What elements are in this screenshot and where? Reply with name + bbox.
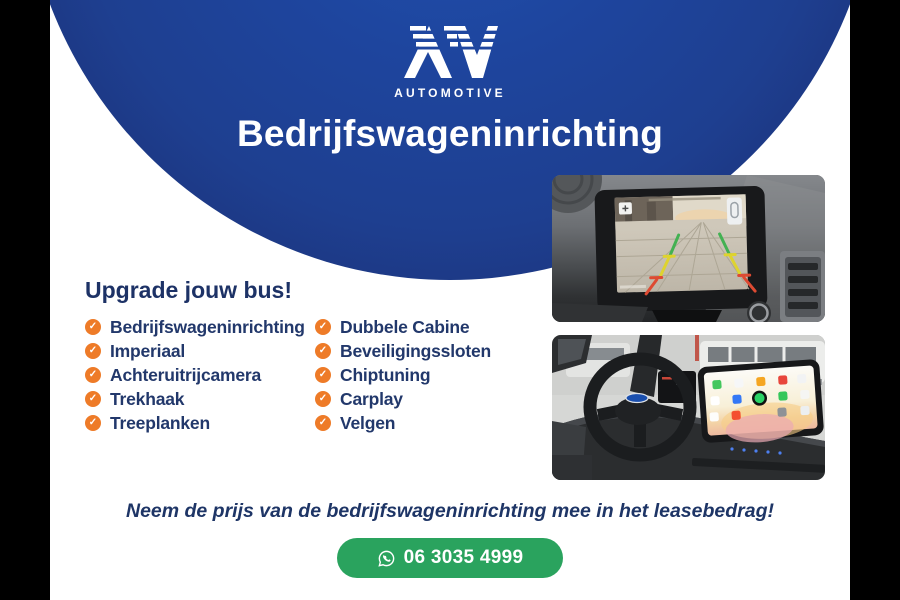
list-item — [85, 339, 315, 363]
check-icon: ✓ — [315, 367, 331, 383]
list-item — [85, 411, 315, 435]
list-item — [85, 387, 315, 411]
check-icon: ✓ — [315, 319, 331, 335]
brand-logo — [50, 26, 850, 100]
list-item-label: Dubbele Cabine — [340, 316, 470, 337]
check-icon: ✓ — [315, 391, 331, 407]
upgrade-list — [85, 315, 491, 435]
upgrade-list-column-1 — [85, 315, 315, 435]
list-item-label: Trekhaak — [110, 388, 185, 409]
check-icon: ✓ — [85, 391, 101, 407]
list-item — [315, 387, 491, 411]
page-title: Bedrijfswageninrichting — [236, 113, 664, 154]
list-item-label: Beveiligingssloten — [340, 340, 492, 361]
carplay-screen — [697, 359, 824, 446]
list-item — [85, 315, 315, 339]
camera-display — [594, 186, 767, 312]
list-item — [315, 315, 491, 339]
check-icon: ✓ — [315, 343, 331, 359]
flyer-content — [50, 0, 850, 600]
upgrade-list-column-2 — [315, 315, 491, 435]
check-icon: ✓ — [85, 343, 101, 359]
whatsapp-button[interactable] — [337, 538, 563, 578]
list-item — [315, 339, 491, 363]
list-item-label: Chiptuning — [340, 364, 431, 385]
upgrade-heading: Upgrade jouw bus! — [85, 277, 292, 303]
check-icon: ✓ — [85, 319, 101, 335]
list-item — [315, 411, 491, 435]
check-icon: ✓ — [85, 367, 101, 383]
whatsapp-icon — [377, 549, 396, 568]
list-item-label: Carplay — [340, 388, 403, 409]
list-item-label: Imperiaal — [110, 340, 186, 361]
list-item-label: Velgen — [340, 412, 396, 433]
phone-number: 06 3035 4999 — [403, 547, 524, 568]
parking-sensor-icon — [727, 197, 743, 224]
tagline: Neem de prijs van de bedrijfswageninrichting mee in het leasebedrag! — [125, 500, 774, 522]
brand-subtitle: AUTOMOTIVE — [394, 86, 506, 100]
check-icon: ✓ — [85, 415, 101, 431]
list-item-label: Achteruitrijcamera — [110, 364, 262, 385]
list-item — [85, 363, 315, 387]
ford-logo — [626, 394, 648, 403]
av-logo-icon — [400, 26, 500, 78]
check-icon: ✓ — [315, 415, 331, 431]
list-item-label: Bedrijfswageninrichting — [110, 316, 305, 337]
rear-camera-photo — [552, 175, 825, 322]
carplay-photo — [552, 335, 825, 480]
list-item-label: Treeplanken — [110, 412, 210, 433]
list-item — [315, 363, 491, 387]
